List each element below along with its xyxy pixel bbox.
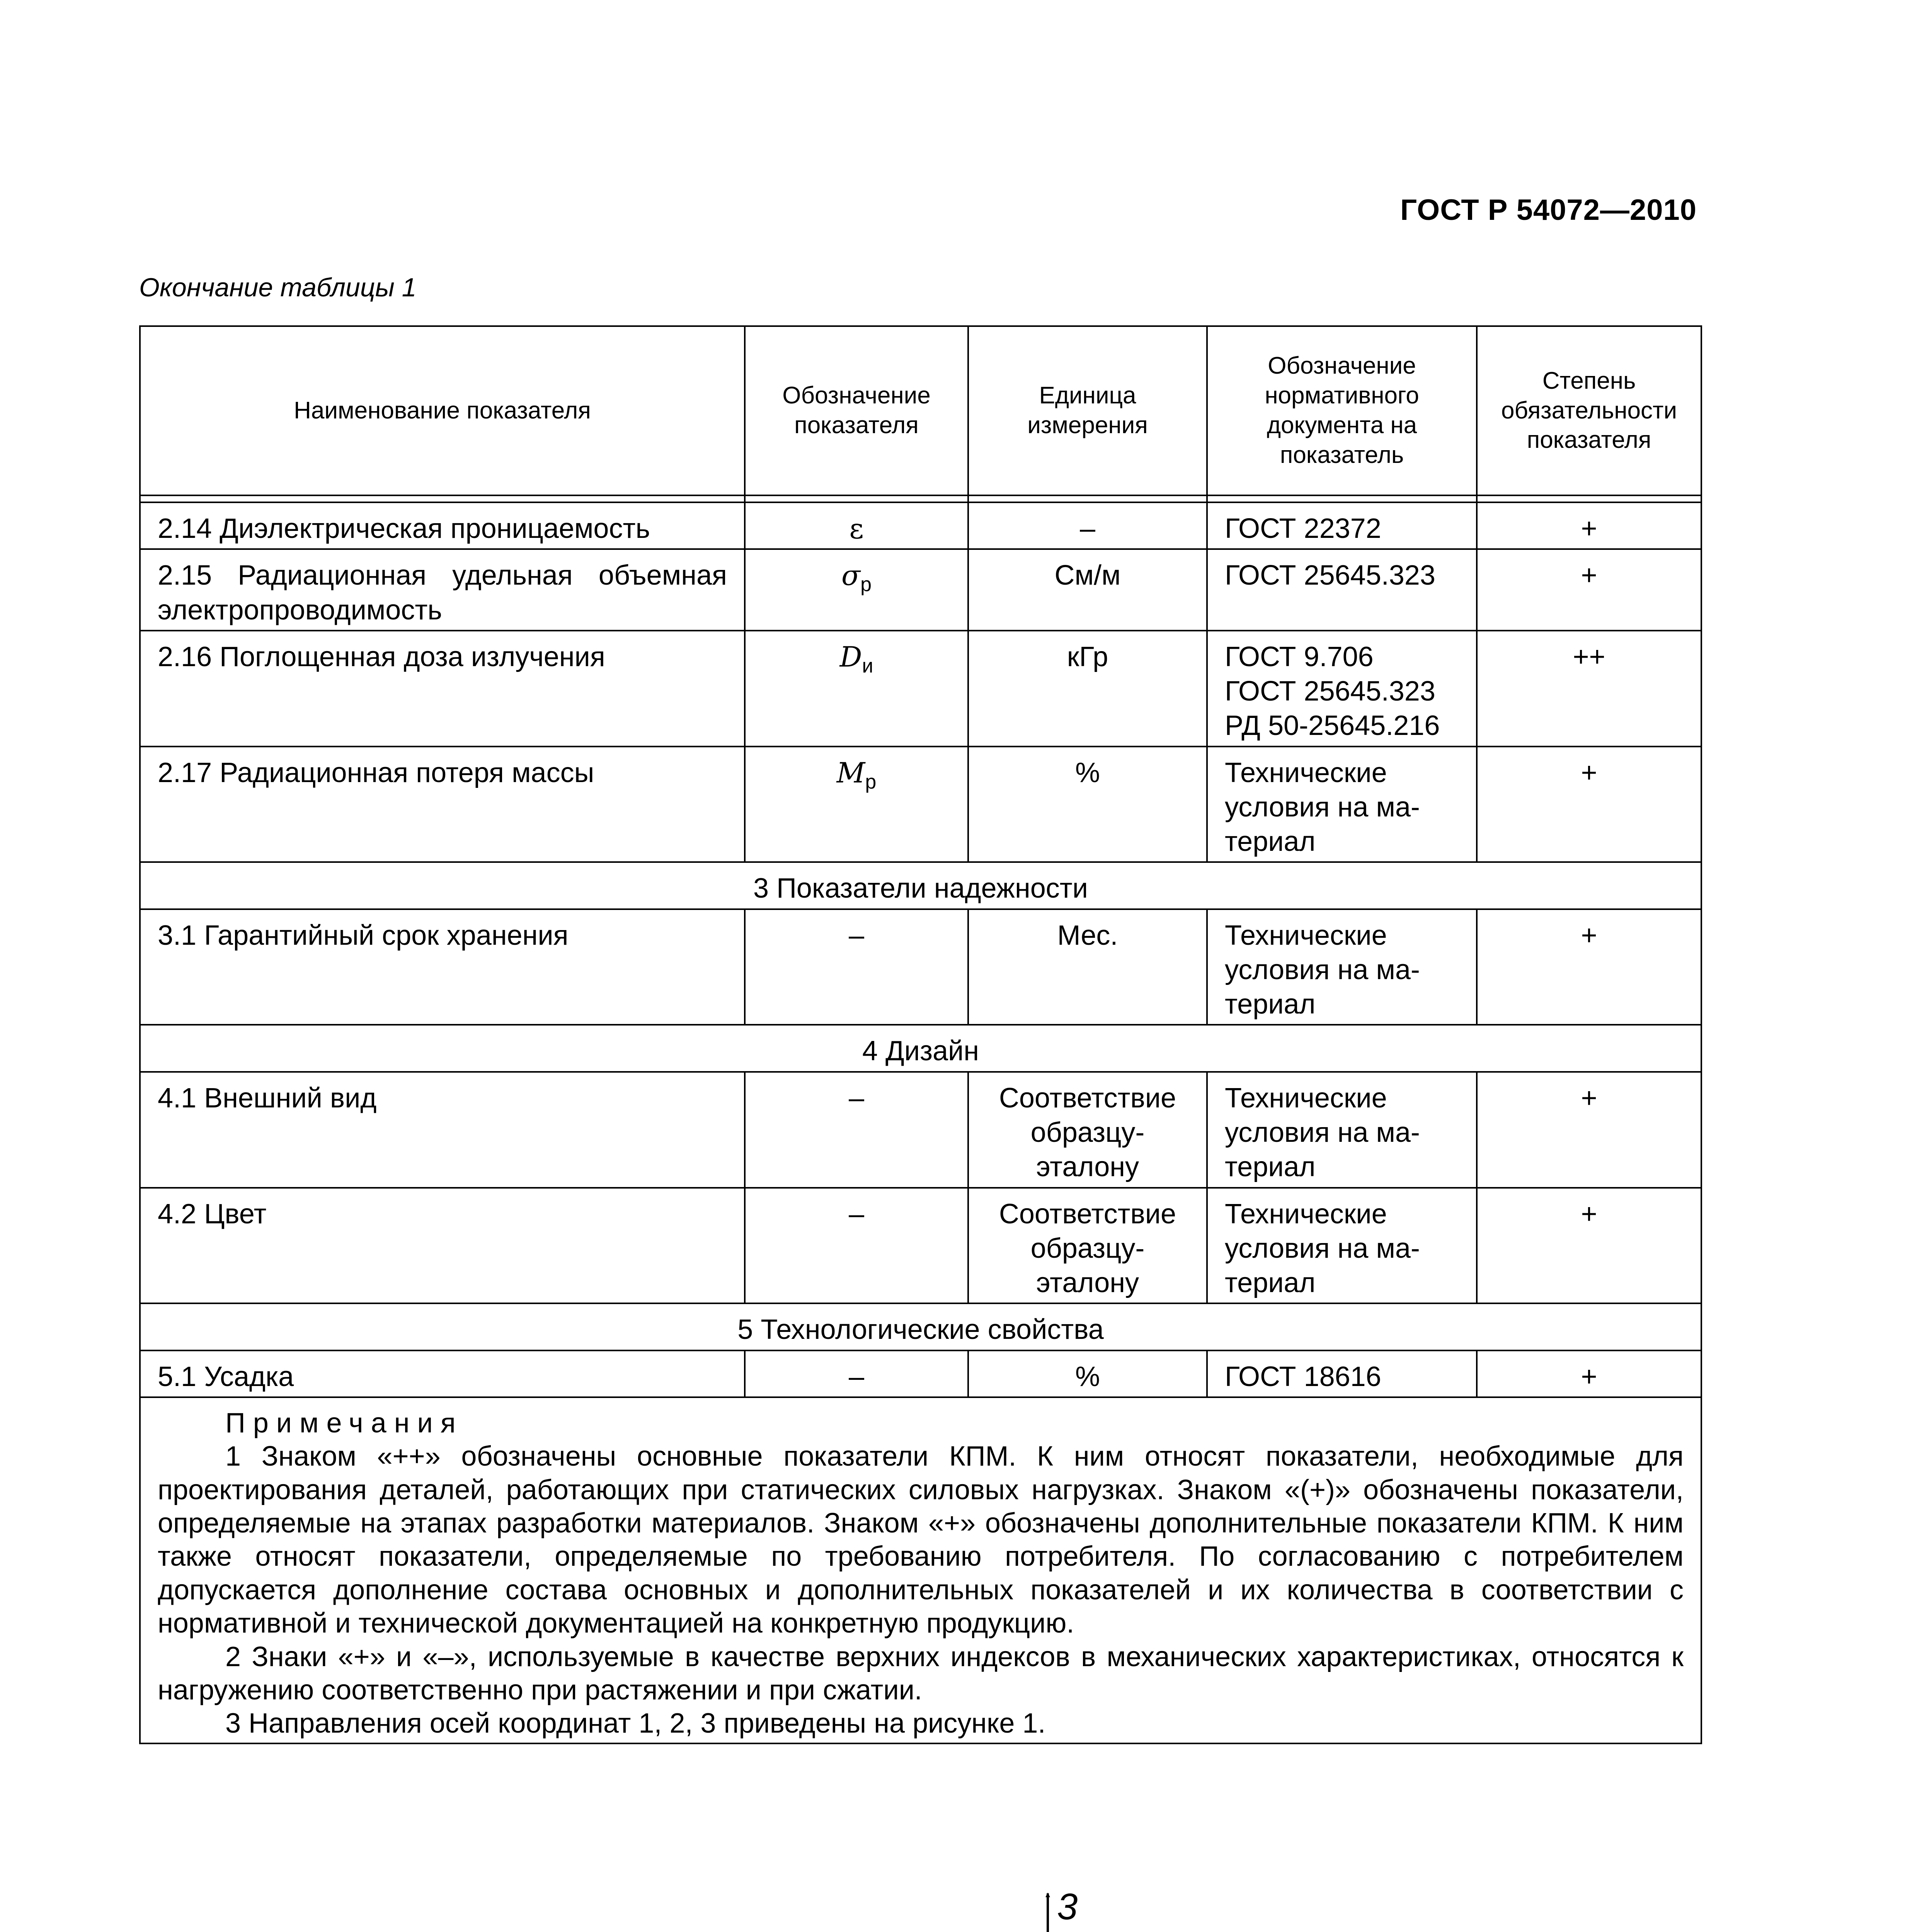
symbol-text: ε: [849, 512, 864, 545]
indicator-name: 5.1 Усадка: [140, 1350, 745, 1397]
header-separator: [140, 495, 1701, 502]
requirement-level: +: [1477, 1072, 1701, 1188]
indicator-symbol: [745, 502, 968, 549]
table-row: [140, 1188, 1701, 1304]
normative-document: ГОСТ 18616: [1207, 1350, 1477, 1397]
indicator-name: 2.14 Диэлектрическая проницаемость: [140, 502, 745, 549]
note-item: 1 Знаком «++» обозначены основные показатели КПМ. К ним относят показатели, необходимые для проектирования деталей, работающих при статических силовых нагрузках. Знаком «(+)» обозначены показатели, определяемые на этапах разработки материалов. Знаком «+» обозначены дополнительные показатели КПМ. К ним также относят показатели, определяемые по требованию потребителя. По согласованию с потребителем допускается дополнение состава основных и дополнительных показателей и их количества в соответствии с нормативной и технической документацией на конкретную продукцию.: [158, 1441, 1684, 1639]
unit: –: [968, 502, 1207, 549]
indicators-table: [139, 325, 1702, 1744]
unit: Соответствие образцу- эталону: [968, 1072, 1207, 1188]
symbol-text: –: [848, 920, 865, 951]
section-row: [140, 862, 1701, 909]
note-item: 3 Направления осей координат 1, 2, 3 приведены на рисунке 1.: [225, 1708, 1046, 1739]
requirement-level: +: [1477, 1188, 1701, 1304]
requirement-level: ++: [1477, 631, 1701, 747]
note-item: 2 Знаки «+» и «–», используемые в качестве верхних индексов в механических характеристиках, относятся к нагружению соответственно при растяжении и при сжатии.: [158, 1641, 1684, 1706]
table-caption: Окончание таблицы 1: [139, 273, 417, 302]
section-row: [140, 1303, 1701, 1350]
column-header: Обозначение показателя: [745, 326, 968, 495]
symbol-text: σ: [841, 559, 861, 592]
symbol-text: D: [839, 640, 862, 673]
indicator-symbol: [745, 1350, 968, 1397]
normative-document: ГОСТ 22372: [1207, 502, 1477, 549]
notes-row: [140, 1397, 1701, 1743]
indicator-name: 3.1 Гарантийный срок хранения: [140, 909, 745, 1025]
unit: кГр: [968, 631, 1207, 747]
normative-document: Технические условия на ма- териал: [1207, 1072, 1477, 1188]
section-row: [140, 1025, 1701, 1071]
symbol-subscript: р: [860, 573, 872, 596]
coordinate-axes-diagram: [560, 1870, 1295, 1932]
normative-document: Технические условия на ма- териал: [1207, 1188, 1477, 1304]
table-row: [140, 747, 1701, 862]
table-row: [140, 1072, 1701, 1188]
requirement-level: +: [1477, 909, 1701, 1025]
table-row: [140, 909, 1701, 1025]
notes-cell: [140, 1397, 1701, 1743]
normative-document: Технические условия на ма- териал: [1207, 909, 1477, 1025]
symbol-text: –: [848, 1198, 865, 1230]
unit: %: [968, 747, 1207, 862]
normative-document: ГОСТ 9.706 ГОСТ 25645.323 РД 50-25645.216: [1207, 631, 1477, 747]
symbol-text: –: [848, 1082, 865, 1114]
requirement-level: +: [1477, 1350, 1701, 1397]
table-row: [140, 549, 1701, 631]
indicator-name: 4.2 Цвет: [140, 1188, 745, 1304]
indicator-symbol: [745, 1188, 968, 1304]
section-title: 5 Технологические свойства: [140, 1303, 1701, 1350]
column-header: Единица измерения: [968, 326, 1207, 495]
indicator-symbol: [745, 747, 968, 862]
indicator-name: 2.16 Поглощенная доза излучения: [140, 631, 745, 747]
unit: Соответствие образцу- эталону: [968, 1188, 1207, 1304]
notes-list: [158, 1440, 1684, 1740]
requirement-level: +: [1477, 549, 1701, 631]
column-header: Наименование показателя: [140, 326, 745, 495]
unit: Мес.: [968, 909, 1207, 1025]
indicator-symbol: [745, 1072, 968, 1188]
indicator-name: 2.17 Радиационная потеря массы: [140, 747, 745, 862]
symbol-text: M: [836, 756, 865, 789]
axis-3-label: 3: [1057, 1886, 1078, 1927]
normative-document: Технические условия на ма- териал: [1207, 747, 1477, 862]
column-header: Обозначение нормативного документа на показатель: [1207, 326, 1477, 495]
unit: См/м: [968, 549, 1207, 631]
indicator-name: 4.1 Внешний вид: [140, 1072, 745, 1188]
symbol-subscript: р: [865, 770, 877, 793]
normative-document: ГОСТ 25645.323: [1207, 549, 1477, 631]
column-header: Степень обязательности показателя: [1477, 326, 1701, 495]
indicator-symbol: [745, 549, 968, 631]
symbol-text: –: [848, 1361, 865, 1392]
table-body: [140, 502, 1701, 1743]
axes-figure: [560, 1870, 1295, 1932]
unit: %: [968, 1350, 1207, 1397]
table-header-row: [140, 326, 1701, 495]
symbol-subscript: и: [862, 655, 873, 677]
notes-title: Примечания: [225, 1407, 463, 1439]
section-title: 3 Показатели надежности: [140, 862, 1701, 909]
requirement-level: +: [1477, 502, 1701, 549]
document-code: ГОСТ Р 54072—2010: [1400, 194, 1697, 226]
indicator-name: 2.15 Радиационная удельная объемная электропроводимость: [140, 549, 745, 631]
table-row: [140, 631, 1701, 747]
indicator-symbol: [745, 909, 968, 1025]
table-row: [140, 502, 1701, 549]
section-title: 4 Дизайн: [140, 1025, 1701, 1071]
table-row: [140, 1350, 1701, 1397]
indicator-symbol: [745, 631, 968, 747]
requirement-level: +: [1477, 747, 1701, 862]
